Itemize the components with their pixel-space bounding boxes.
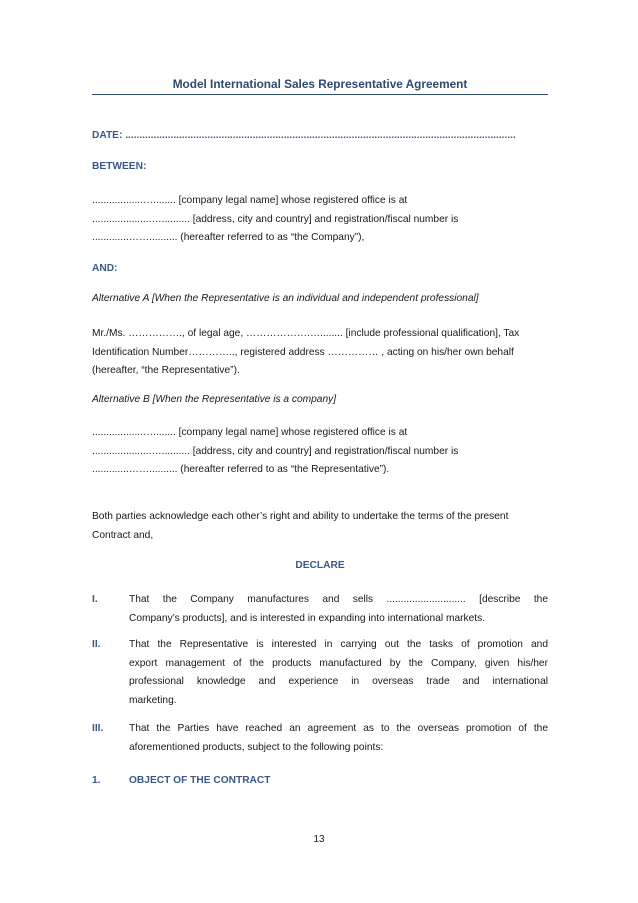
acknowledge-line-2: Contract and, xyxy=(92,529,154,541)
company-party-line-3: .............…….......... (hereafter referred to as “the Company”), xyxy=(92,232,365,243)
item-i-line-2: Company’s products], and is interested in expanding into international markets. xyxy=(129,612,486,624)
item-ii-line-3: professional knowledge and experience in overseas trade and international xyxy=(129,676,548,687)
acknowledge-paragraph xyxy=(92,508,548,545)
alternative-a-line-3: (hereafter, “the Representative”). xyxy=(92,365,240,376)
date-line: DATE: .......................................................................................................................................... xyxy=(92,130,516,141)
title-underline xyxy=(92,94,548,95)
item-text-i xyxy=(129,591,548,628)
acknowledge-line-1: Both parties acknowledge each other’s right and ability to undertake the terms of the present xyxy=(92,511,509,522)
document-title: Model International Sales Representative Agreement xyxy=(172,77,468,91)
alternative-a-line-1: Mr./Ms. ……………., of legal age, ……………….…........ [include professional qualification], Tax xyxy=(92,328,520,339)
item-number-ii: II. xyxy=(92,639,101,650)
alternative-b-line-3: .............…….......... (hereafter referred to as “the Representative”). xyxy=(92,464,390,475)
declare-heading: DECLARE xyxy=(295,560,345,571)
item-iii-line-1: That the Parties have reached an agreement as to the overseas promotion of the xyxy=(129,723,548,734)
item-ii-line-4: marketing. xyxy=(129,694,177,706)
section-1-title: OBJECT OF THE CONTRACT xyxy=(129,775,271,786)
company-party-block xyxy=(92,192,548,248)
alternative-b-block xyxy=(92,424,548,480)
between-heading: BETWEEN: xyxy=(92,161,147,172)
page-number: 13 xyxy=(313,834,325,845)
item-text-iii xyxy=(129,720,548,757)
section-1-number: 1. xyxy=(92,775,101,786)
alternative-b-line-1: ..................…........ [company legal name] whose registered office is at xyxy=(92,427,408,438)
item-ii-line-2: export management of the products manufactured by the Company, given his/her xyxy=(129,657,548,669)
item-number-i: I. xyxy=(92,594,98,605)
item-ii-line-1: That the Representative is interested in carrying out the tasks of promotion and xyxy=(129,639,548,650)
item-i-line-1: That the Company manufactures and sells ............................ [describe the xyxy=(129,594,548,605)
item-text-ii xyxy=(129,636,548,710)
item-number-iii: III. xyxy=(92,723,104,734)
and-heading: AND: xyxy=(92,263,118,274)
alternative-a-heading: Alternative A [When the Representative is an individual and independent professional] xyxy=(92,293,479,304)
item-iii-line-2: aforementioned products, subject to the following points: xyxy=(129,741,384,753)
alternative-b-line-2: .....................….......... [address, city and country] and registration/fiscal number is xyxy=(92,445,459,457)
company-party-line-1: ..................…........ [company legal name] whose registered office is at xyxy=(92,195,408,206)
company-party-line-2: .....................….......... [address, city and country] and registration/fiscal number is xyxy=(92,213,459,225)
alternative-a-line-2: Identification Number………….., registered address …………… , acting on his/her own behalf xyxy=(92,346,514,358)
alternative-a-block xyxy=(92,325,548,381)
alternative-b-heading: Alternative B [When the Representative is a company] xyxy=(92,394,337,405)
